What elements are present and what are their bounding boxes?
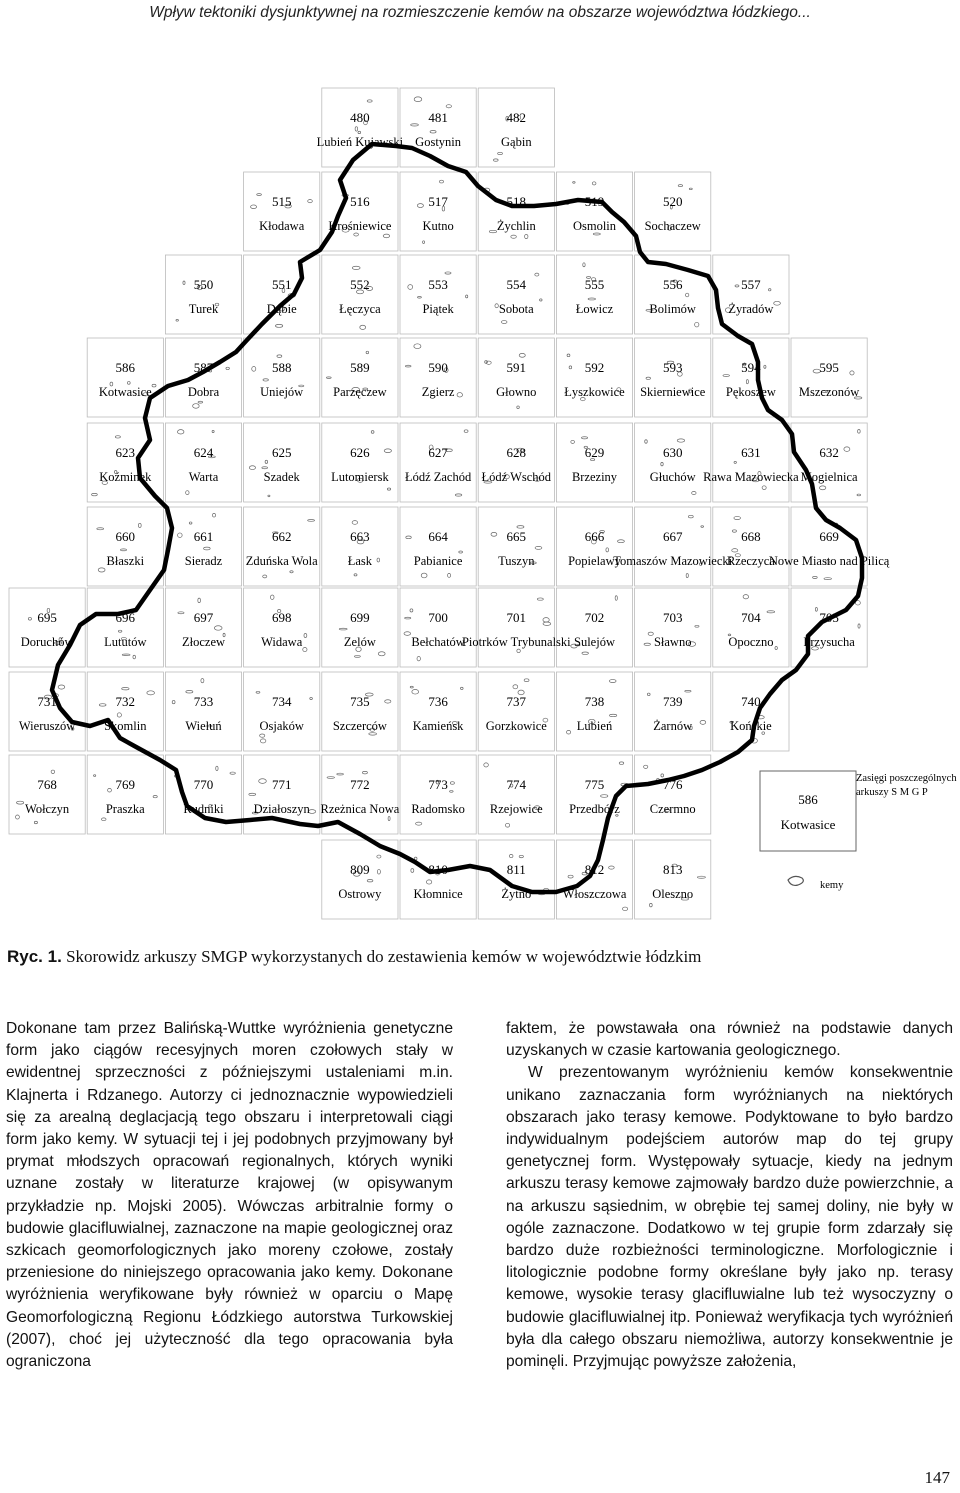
sheet-cell-553 [400,255,476,334]
sheet-number-520: 520 [662,194,683,209]
sheet-cell-662 [244,507,320,586]
sheet-name-516: Krośniewice [328,219,392,233]
sheet-cell-773 [400,755,476,834]
sheet-name-731: Wieruszów [18,719,76,733]
sheet-cell-482 [478,88,554,167]
kemy-legend-icon [788,876,803,885]
sheet-number-668: 668 [741,529,761,544]
sheet-name-631: Rawa Mazowiecka [703,470,799,484]
sheet-name-663: Łask [347,554,373,568]
legend-sheet-name: Kotwasice [780,817,836,832]
sheet-number-695: 695 [37,610,57,625]
sheet-cell-587 [165,338,241,417]
sheet-number-736: 736 [428,694,448,709]
legend-sheet-frame [760,771,856,851]
sheet-name-776: Czermno [649,802,696,816]
sheet-number-625: 625 [271,445,292,460]
sheet-cell-586 [87,338,163,417]
sheet-number-515: 515 [271,194,292,209]
text-column-right [506,1018,953,1373]
sheet-number-594: 594 [741,360,761,375]
sheet-cell-667 [635,507,711,586]
sheet-cell-516 [322,172,398,251]
sheet-cell-769 [87,755,163,834]
sheet-cell-591 [478,338,554,417]
sheet-name-768: Wołczyn [25,802,70,816]
sheet-name-519: Osmolin [572,219,617,233]
sheet-number-480: 480 [350,110,370,125]
sheet-index-map [0,80,960,940]
sheet-number-734: 734 [271,694,292,709]
sheet-number-517: 517 [428,194,448,209]
sheet-number-737: 737 [506,694,527,709]
sheet-name-480: Lubień Kujawski [316,135,404,149]
sheet-number-664: 664 [428,529,448,544]
sheet-cell-775 [556,755,632,834]
sheet-cell-698 [244,588,320,667]
sheet-number-518: 518 [506,194,527,209]
sheet-cell-519 [556,172,632,251]
sheet-name-586: Kotwasice [98,385,152,399]
sheet-name-669: Nowe Miasto nad Pilicą [768,554,890,568]
sheet-name-592: Łyszkowice [564,385,625,399]
sheet-name-628: Łódź Wschód [481,470,552,484]
sheet-name-811: Żytno [501,887,532,901]
sheet-name-732: Skomlin [104,719,147,733]
sheet-number-662: 662 [271,529,292,544]
sheet-cell-703 [635,588,711,667]
sheet-number-809: 809 [350,862,370,877]
sheet-cell-589 [322,338,398,417]
sheet-name-660: Błaszki [106,554,145,568]
sheet-cell-731 [9,672,85,751]
sheet-cell-695 [9,588,85,667]
sheet-name-481: Gostynin [415,135,462,149]
sheet-name-739: Żarnów [653,719,693,733]
sheet-cell-702 [556,588,632,667]
sheet-name-769: Praszka [105,802,145,816]
sheet-name-664: Pabianice [413,554,463,568]
sheet-number-769: 769 [115,777,136,792]
sheet-number-731: 731 [37,694,57,709]
sheet-number-732: 732 [115,694,136,709]
sheet-number-550: 550 [193,277,214,292]
figure-caption [7,947,957,967]
sheet-cell-734 [244,672,320,751]
sheet-number-772: 772 [350,777,370,792]
sheet-number-551: 551 [271,277,292,292]
sheet-number-738: 738 [584,694,605,709]
sheet-name-738: Lubień [576,719,613,733]
sheet-number-660: 660 [115,529,136,544]
sheet-cell-557 [713,255,789,334]
sheet-number-696: 696 [115,610,136,625]
sheet-name-740: Końskie [730,719,772,733]
sheet-number-812: 812 [584,862,605,877]
sheet-number-697: 697 [193,610,214,625]
sheet-name-666: Popielawy [568,554,621,568]
sheet-name-550: Turek [188,302,219,316]
sheet-number-705: 705 [819,610,839,625]
sheet-cell-551 [244,255,320,334]
sheet-name-668: Rzeczyca [726,554,775,568]
sheet-number-557: 557 [741,277,761,292]
sheet-cell-668 [713,507,789,586]
sheet-cell-631 [713,423,789,502]
sheet-cell-520 [635,172,711,251]
sheet-number-590: 590 [428,360,448,375]
sheet-name-736: Kamieńsk [412,719,464,733]
sheet-name-623: Koźminek [99,470,152,484]
sheet-cell-813 [635,840,711,919]
page-number: 147 [924,1468,950,1487]
sheet-cell-628 [478,423,554,502]
sheet-cell-774 [478,755,554,834]
sheet-cell-663 [322,507,398,586]
sheet-cell-481 [400,88,476,167]
sheet-number-519: 519 [584,194,605,209]
sheet-name-812: Włoszczowa [562,887,627,901]
sheet-name-555: Łowicz [575,302,614,316]
sheet-number-770: 770 [193,777,214,792]
sheet-number-813: 813 [662,862,683,877]
sheet-cell-704 [713,588,789,667]
sheet-number-586: 586 [115,360,136,375]
body-paragraph: W prezentowanym wyróżnieniu kemów konsekwentnie unikano zaznaczania form wyróżnianych na niektórych obszarach jako terasy kemowe. Podyktowane to było bardzo indywidualnym podejściem autorów map do tej grupy genetycznej form. Występowały sytuacje, kiedy na jednym arkuszu terasy kemowe zajmowały bardzo duże powierzchnie, a na arkuszu sąsiednim, w obrębie tej samej doliny, nie były w ogóle zaznaczone. Dodatkowo w tej grupie form zdarzały się bardzo duże rozbieżności terminologiczne. Morfologicznie i litologicznie podobne formy określane były jako np. terasy kemowe, wysokie terasy glacifluwialne lub też wysoczyzny o budowie glacifluwialnej itp. Ponieważ weryfikacja tych wyróżnień była dla całego obszaru niemożliwa, autorzy konsekwentnie je pominęli. Przyjmując powyższe założenia, [506,1064,953,1371]
sheet-cell-627 [400,423,476,502]
sheet-number-592: 592 [584,360,605,375]
running-header: Wpływ tektoniki dysjunktywnej na rozmieszczenie kemów na obszarze województwa łódzkiego... [149,4,811,21]
sheet-number-554: 554 [506,277,527,292]
sheet-number-632: 632 [819,445,839,460]
sheet-number-666: 666 [584,529,605,544]
sheet-name-588: Uniejów [260,385,304,399]
sheet-number-768: 768 [37,777,57,792]
sheet-number-665: 665 [506,529,527,544]
sheet-cell-733 [165,672,241,751]
figure-label: Ryc. 1. [7,947,62,966]
sheet-name-589: Parzęczew [333,385,387,399]
sheet-name-515: Kłodawa [259,219,305,233]
sheet-name-695: Doruchów [20,635,74,649]
sheet-name-587: Dobra [187,385,220,399]
sheet-number-481: 481 [428,110,448,125]
figure-caption-text: Skorowidz arkuszy SMGP wykorzystanych do zestawienia kemów w województwie łódzkim [66,947,702,966]
sheet-name-698: Widawa [261,635,303,649]
sheet-name-482: Gąbin [501,135,532,149]
sheet-cell-590 [400,338,476,417]
sheet-name-520: Sochaczew [644,219,701,233]
sheet-number-553: 553 [428,277,448,292]
sheet-cell-629 [556,423,632,502]
sheet-number-589: 589 [350,360,370,375]
sheet-cell-735 [322,672,398,751]
sheet-cell-696 [87,588,163,667]
sheet-number-628: 628 [506,445,527,460]
sheet-cell-592 [556,338,632,417]
sheet-name-591: Głowno [496,385,537,399]
sheet-cell-776 [635,755,711,834]
sheet-number-627: 627 [428,445,448,460]
sheet-number-623: 623 [115,445,136,460]
sheet-name-518: Żychlin [496,219,536,233]
sheet-name-733: Wieluń [185,719,222,733]
sheet-cell-625 [244,423,320,502]
sheet-number-630: 630 [662,445,683,460]
sheet-name-771: Działoszyn [253,802,310,816]
sheet-cell-737 [478,672,554,751]
sheet-name-627: Łódź Zachód [404,470,472,484]
sheet-cell-594 [713,338,789,417]
body-paragraph: faktem, że powstawała ona również na podstawie danych uzyskanych w czasie kartowania geologicznego. [506,1020,953,1060]
sheet-cell-660 [87,507,163,586]
sheet-cell-626 [322,423,398,502]
sheet-name-699: Zelów [343,635,376,649]
sheet-cell-664 [400,507,476,586]
sheet-number-555: 555 [584,277,605,292]
sheet-name-593: Skierniewice [640,385,706,399]
sheet-number-740: 740 [741,694,761,709]
sheet-name-775: Przedbórz [569,802,620,816]
sheet-cell-697 [165,588,241,667]
sheet-cell-669 [791,507,867,586]
sheet-number-588: 588 [271,360,292,375]
sheet-number-516: 516 [350,194,370,209]
sheet-number-587: 587 [193,360,214,375]
sheet-name-662: Zduńska Wola [245,554,318,568]
text-column-left [6,1018,453,1373]
sheet-name-624: Warta [188,470,219,484]
sheet-number-626: 626 [350,445,370,460]
sheet-name-556: Bolimów [649,302,696,316]
sheet-name-704: Opoczno [728,635,774,649]
sheet-grid [9,88,867,919]
body-paragraph: Dokonane tam przez Balińską-Wuttke wyróżnienia genetyczne form jako ciągów recesyjnych moren czołowych stały w ewidentnej sprzeczności z późniejszymi ustaleniami m.in. Klajnerta i Rdzanego. Autorzy ci jednoznacznie wypowiedzieli się za arealną deglacjacją tego obszaru i interpretowali ciągi form jako kemy. W sytuacji tej i jej podobnych przyjmowany był prymat młodszych opracowań regionalnych, których wyniki uznane zostały w literaturze krajowej (w opisywanym przykładzie np. Mojski 2005). Wówczas arbitralnie formy o budowie glacifluwialnej, zaznaczone na mapie geologicznej oraz szkicach geomorfologicznych jako moreny czołowe, zostały przeniesione do niniejszego opracowania jako kemy. Dokonane wyróżnienia weryfikowane były również w oparciu o Mapę Geomorfologiczną Regionu Łódzkiego autorstwa Turkowskiej (2007), choć jej użyteczność dla tego opracowania była ograniczona [6,1020,453,1371]
sheet-name-632: Mogielnica [800,470,858,484]
sheet-name-734: Osjaków [259,719,304,733]
sheet-name-554: Sobota [498,302,534,316]
sheet-name-701: Piotrków Trybunalski [461,635,571,649]
sheet-name-595: Mszczonów [798,385,860,399]
sheet-name-517: Kutno [422,219,454,233]
legend-title-line1: Zasięgi poszczególnych [856,773,957,784]
legend-kemy-label: kemy [820,880,844,891]
sheet-number-698: 698 [271,610,292,625]
sheet-number-552: 552 [350,277,370,292]
sheet-cell-555 [556,255,632,334]
sheet-name-735: Szczerców [332,719,387,733]
sheet-number-811: 811 [506,862,526,877]
sheet-number-667: 667 [662,529,683,544]
sheet-name-630: Głuchów [649,470,696,484]
legend [760,771,957,891]
sheet-name-813: Oleszno [652,887,694,901]
sheet-name-629: Brzeziny [571,470,618,484]
sheet-number-773: 773 [428,777,448,792]
sheet-name-810: Kłomnice [413,887,463,901]
sheet-name-702: Sulejów [574,635,615,649]
sheet-name-696: Lututów [104,635,147,649]
sheet-name-774: Rzejowice [489,802,543,816]
sheet-cell-515 [244,172,320,251]
sheet-name-551: Dąbie [266,302,297,316]
sheet-number-739: 739 [662,694,683,709]
sheet-cell-554 [478,255,554,334]
legend-title-line2: arkuszy S M G P [856,787,928,798]
sheet-cell-665 [478,507,554,586]
sheet-cell-518 [478,172,554,251]
sheet-name-772: Rzeżnica Nowa [320,802,400,816]
sheet-name-703: Sławno [653,635,692,649]
sheet-number-631: 631 [741,445,761,460]
sheet-name-661: Sieradz [184,554,223,568]
sheet-name-770: Rudniki [183,802,224,816]
sheet-number-482: 482 [506,110,527,125]
sheet-name-773: Radomsko [411,802,465,816]
sheet-name-625: Szadek [263,470,300,484]
sheet-cell-661 [165,507,241,586]
sheet-name-667: Tomaszów Mazowiecki [613,554,733,568]
sheet-cell-739 [635,672,711,751]
sheet-number-663: 663 [350,529,370,544]
sheet-number-593: 593 [662,360,683,375]
sheet-cell-624 [165,423,241,502]
legend-sheet-number: 586 [798,792,818,807]
sheet-cell-811 [478,840,554,919]
sheet-name-697: Złoczew [181,635,226,649]
sheet-number-595: 595 [819,360,839,375]
sheet-number-702: 702 [584,610,605,625]
sheet-number-669: 669 [819,529,839,544]
sheet-cell-810 [400,840,476,919]
sheet-cell-699 [322,588,398,667]
sheet-cell-809 [322,840,398,919]
sheet-cell-812 [556,840,632,919]
sheet-name-737: Gorzkowice [485,719,547,733]
sheet-cell-630 [635,423,711,502]
sheet-number-703: 703 [662,610,683,625]
sheet-number-704: 704 [741,610,761,625]
sheet-name-809: Ostrowy [338,887,382,901]
sheet-number-624: 624 [193,445,214,460]
sheet-name-700: Bełchatów [411,635,465,649]
sheet-number-733: 733 [193,694,214,709]
sheet-cell-700 [400,588,476,667]
sheet-number-629: 629 [584,445,605,460]
sheet-number-701: 701 [506,610,527,625]
sheet-number-810: 810 [428,862,448,877]
sheet-number-556: 556 [662,277,683,292]
sheet-cell-738 [556,672,632,751]
sheet-cell-736 [400,672,476,751]
sheet-number-735: 735 [350,694,370,709]
sheet-name-594: Pękoszew [725,385,776,399]
sheet-cell-666 [556,507,632,586]
sheet-name-590: Zgierz [421,385,455,399]
sheet-number-771: 771 [271,777,292,792]
sheet-cell-550 [165,255,241,334]
sheet-number-700: 700 [428,610,448,625]
sheet-number-591: 591 [506,360,527,375]
sheet-name-557: Żyradów [728,302,774,316]
sheet-cell-517 [400,172,476,251]
sheet-cell-768 [9,755,85,834]
sheet-number-776: 776 [662,777,683,792]
sheet-cell-588 [244,338,320,417]
sheet-number-774: 774 [506,777,527,792]
sheet-name-705: Przysucha [803,635,855,649]
sheet-number-775: 775 [584,777,605,792]
sheet-number-699: 699 [350,610,370,625]
sheet-number-661: 661 [193,529,214,544]
sheet-name-552: Łęczyca [339,302,381,316]
map-canvas [0,80,960,940]
sheet-name-626: Lutomiersk [331,470,389,484]
sheet-name-665: Tuszyn [498,554,535,568]
sheet-name-553: Piątek [422,302,454,316]
sheet-cell-595 [791,338,867,417]
